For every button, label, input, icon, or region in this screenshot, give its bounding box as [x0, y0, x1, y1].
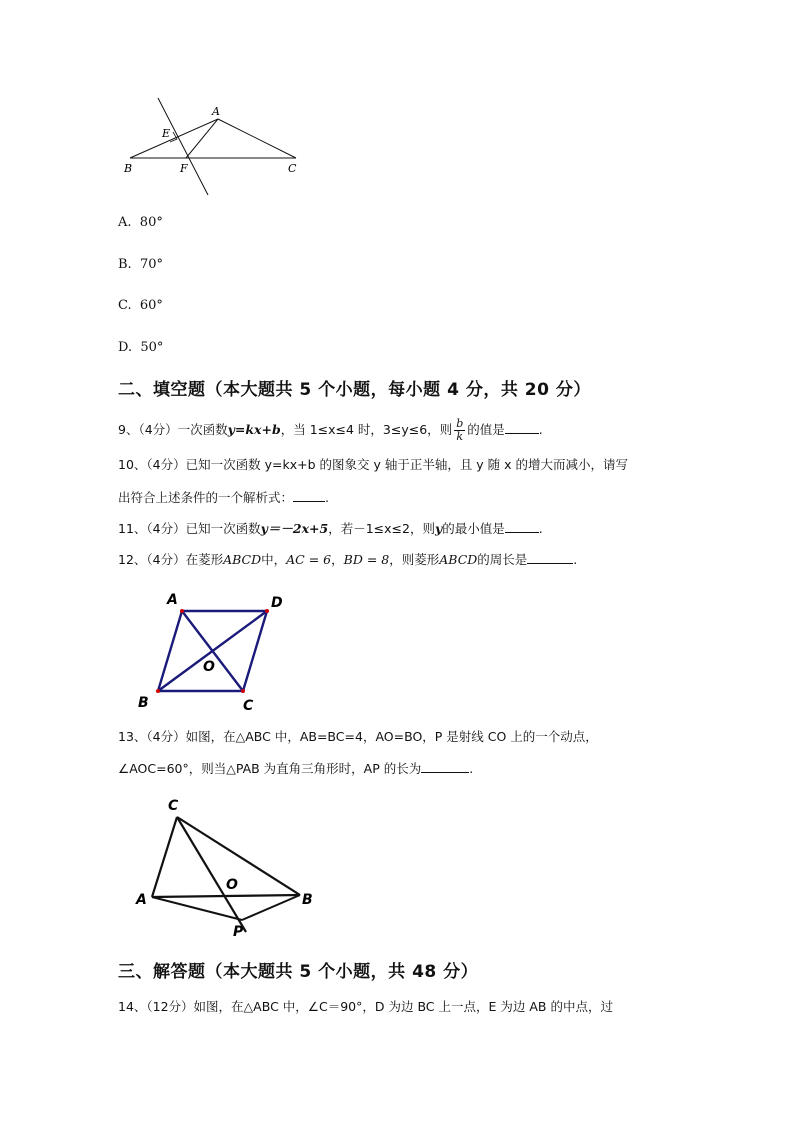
q11-var: y	[434, 521, 443, 536]
rhombus-label-a: A	[167, 592, 178, 608]
q11-mid: ，若－1≤x≤2，则	[328, 521, 435, 536]
q9-formula: y=kx+b	[227, 422, 281, 437]
q9-answer-blank[interactable]	[505, 421, 539, 434]
rhombus-label-d: D	[271, 595, 283, 611]
choice-c-letter: C.	[118, 298, 132, 313]
segment-ac-3	[152, 817, 177, 897]
label-b: B	[124, 162, 133, 175]
q11-end: .	[538, 521, 543, 536]
choice-c	[118, 298, 163, 313]
choice-a	[118, 215, 163, 230]
point-d	[265, 609, 269, 613]
q9-end: .	[538, 422, 543, 437]
question-13-line-1: 13、（4分）如图，在△ABC 中，AB=BC=4，AO=BO，P 是射线 CO 上的一个动点，	[118, 729, 598, 744]
segment-ap	[152, 897, 242, 920]
choice-b-letter: B.	[118, 257, 132, 272]
fig3-label-a: A	[136, 892, 147, 908]
fig3-label-p: P	[233, 924, 244, 940]
choice-d-letter: D.	[118, 340, 133, 355]
q11-lead: 11、（4分）已知一次函数	[118, 521, 261, 536]
fig3-label-b: B	[302, 892, 313, 908]
rhombus-label-o: O	[203, 659, 215, 675]
segment-cb-3	[177, 817, 300, 895]
point-c	[241, 689, 245, 693]
rhombus-label-c: C	[243, 698, 254, 714]
q9-lead: 9、（4分）一次函数	[118, 422, 228, 437]
question-9	[118, 418, 543, 443]
q12-shape1: ABCD	[223, 552, 262, 567]
question-14: 14、（12分）如图，在△ABC 中，∠C＝90°，D 为边 BC 上一点，E 为边 AB 的中点，过	[118, 999, 613, 1014]
q11-answer-blank[interactable]	[505, 520, 539, 533]
question-12	[118, 551, 577, 569]
choice-d-value: 50°	[140, 340, 164, 355]
q12-ac: AC = 6	[286, 552, 332, 567]
choice-a-value: 80°	[139, 215, 163, 230]
rhombus-label-b: B	[138, 695, 149, 711]
ray-cp	[177, 817, 246, 932]
figure-triangle-abc	[118, 95, 308, 200]
q12-lead: 12、（4分）在菱形	[118, 552, 224, 567]
choice-b	[118, 257, 163, 272]
figure-rhombus-abcd	[130, 588, 300, 716]
section-heading-fill-in: 二、填空题（本大题共 5 个小题，每小题 4 分，共 20 分）	[118, 380, 591, 400]
q10-end: .	[325, 490, 329, 505]
q12-bd: BD = 8	[343, 552, 390, 567]
q11-tail: 的最小值是	[442, 521, 505, 536]
q11-formula: y＝－2x+5	[260, 521, 329, 536]
q13-line2-text: ∠AOC=60°，则当△PAB 为直角三角形时，AP 的长为	[118, 761, 422, 776]
fig3-label-c: C	[168, 798, 179, 814]
q9-frac-num: b	[456, 417, 464, 430]
q12-tail: 的周长是	[477, 552, 528, 567]
choice-d	[118, 340, 163, 355]
label-f: F	[180, 162, 188, 175]
choice-c-value: 60°	[139, 298, 163, 313]
choice-b-value: 70°	[139, 257, 163, 272]
segment-ac	[218, 119, 296, 158]
segment-af	[186, 119, 218, 158]
question-11	[118, 520, 543, 538]
question-13-line-2	[118, 760, 473, 778]
q13-end: .	[469, 761, 474, 776]
figure-triangle-abc-point-p	[130, 792, 330, 942]
q10-line2-text: 出符合上述条件的一个解析式：	[118, 490, 294, 505]
label-e: E	[162, 127, 171, 140]
q12-mid1: 中，	[261, 552, 287, 567]
q12-answer-blank[interactable]	[527, 551, 573, 564]
section-heading-solutions: 三、解答题（本大题共 5 个小题，共 48 分）	[118, 962, 479, 982]
diagonal-bd	[158, 611, 267, 691]
question-10-line-2	[118, 489, 329, 507]
segment-bp	[242, 895, 300, 920]
q12-sep: ，	[331, 552, 344, 567]
q9-frac-den: k	[456, 430, 464, 443]
q9-fraction	[454, 418, 465, 443]
point-b	[156, 689, 160, 693]
q12-shape2: ABCD	[439, 552, 478, 567]
point-a	[180, 609, 184, 613]
fig3-label-o: O	[226, 877, 238, 893]
q12-end: .	[573, 552, 578, 567]
q9-mid: ，当 1≤x≤4 时，3≤y≤6，则	[280, 422, 453, 437]
q12-mid2: ，则菱形	[389, 552, 440, 567]
label-c: C	[288, 162, 297, 175]
q10-answer-blank[interactable]	[293, 489, 325, 502]
perpendicular-bisector	[158, 98, 208, 195]
label-a: A	[212, 105, 220, 118]
question-10-line-1: 10、（4分）已知一次函数 y=kx+b 的图象交 y 轴于正半轴，且 y 随 x 的增大而减小，请写	[118, 457, 629, 472]
segment-ab	[130, 119, 218, 158]
q9-tail: 的值是	[467, 422, 505, 437]
choice-a-letter: A.	[118, 215, 132, 230]
q13-answer-blank[interactable]	[421, 760, 469, 773]
